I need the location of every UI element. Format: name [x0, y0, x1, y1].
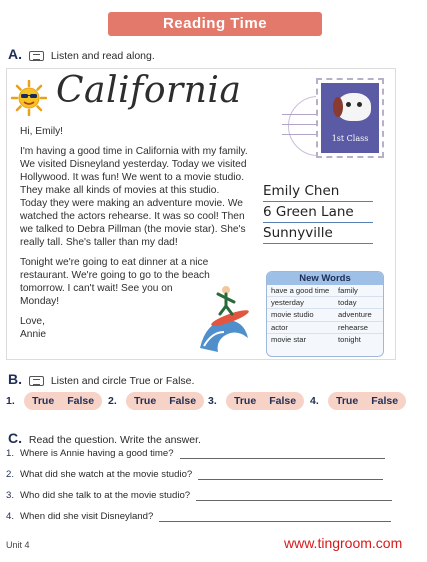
answer-line[interactable]	[196, 500, 392, 501]
answer-line[interactable]	[159, 521, 391, 522]
true-false-pill	[226, 392, 304, 410]
true-false-item	[208, 391, 304, 411]
surfer-illustration	[196, 282, 256, 354]
new-words-row	[267, 334, 383, 346]
stamp-image	[321, 83, 379, 153]
audio-icon[interactable]	[29, 376, 44, 386]
true-false-pill	[328, 392, 406, 410]
true-option[interactable]: True	[134, 395, 157, 407]
postcard-title: California	[56, 70, 242, 111]
question-row	[6, 511, 391, 522]
new-word: family	[338, 286, 358, 295]
section-instruction: Listen and circle True or False.	[50, 375, 195, 387]
letter-signature: Annie	[20, 329, 47, 340]
question-text: What did she watch at the movie studio?	[20, 469, 193, 480]
audio-icon[interactable]	[29, 51, 44, 61]
question-text: When did she visit Disneyland?	[20, 511, 154, 522]
letter-greeting: Hi, Emily!	[20, 126, 64, 137]
banner	[0, 0, 427, 32]
banner-title: Reading Time	[108, 12, 322, 36]
false-option[interactable]: False	[269, 395, 297, 407]
dog-ear	[333, 97, 343, 117]
new-words-title: New Words	[267, 272, 383, 285]
watermark: www.tingroom.com	[284, 535, 403, 551]
true-false-pill	[24, 392, 102, 410]
true-false-pill	[126, 392, 204, 410]
true-false-item	[6, 391, 102, 411]
new-word: today	[338, 298, 357, 308]
unit-label: Unit 4	[6, 540, 30, 550]
section-letter: B.	[8, 371, 22, 387]
item-number: 1.	[6, 395, 15, 407]
true-false-item	[310, 391, 406, 411]
question-text: Where is Annie having a good time?	[20, 448, 174, 459]
new-words-row	[267, 285, 383, 297]
question-row	[6, 490, 392, 501]
stamp	[316, 78, 384, 158]
new-words-box	[266, 271, 384, 357]
true-false-item	[108, 391, 204, 411]
answer-line[interactable]	[198, 479, 383, 480]
false-option[interactable]: False	[67, 395, 95, 407]
new-word: rehearse	[338, 322, 368, 332]
question-number: 1.	[6, 448, 15, 459]
true-option[interactable]: True	[336, 395, 359, 407]
section-a-heading	[8, 46, 155, 62]
question-number: 3.	[6, 490, 15, 501]
question-text: Who did she talk to at the movie studio?	[20, 490, 191, 501]
question-row	[6, 448, 385, 459]
address-line: Sunnyville	[263, 225, 373, 244]
new-word: movie studio	[271, 310, 314, 320]
new-words-row	[267, 297, 383, 309]
section-instruction: Read the question. Write the answer.	[28, 434, 201, 446]
section-b-heading	[8, 371, 194, 387]
section-letter: A.	[8, 46, 22, 62]
sun-icon	[11, 80, 47, 116]
address-line: Emily Chen	[263, 183, 373, 202]
new-word: movie star	[271, 334, 307, 344]
address-line: 6 Green Lane	[263, 204, 373, 223]
new-word: tonight	[338, 334, 361, 344]
new-words-row	[267, 322, 383, 334]
false-option[interactable]: False	[371, 395, 399, 407]
new-word: actor	[271, 322, 288, 332]
letter-closing-word: Love,	[20, 316, 45, 327]
answer-line[interactable]	[180, 458, 385, 459]
letter-paragraph: Tonight we're going to eat dinner at a nice restaurant. We're going to go to the beach tomorrow. I can't wait! See you on Monday!	[20, 257, 210, 307]
section-letter: C.	[8, 430, 22, 446]
item-number: 4.	[310, 395, 319, 407]
new-word: adventure	[338, 310, 372, 320]
true-option[interactable]: True	[234, 395, 257, 407]
stamp-text: 1st Class	[331, 134, 369, 143]
question-number: 4.	[6, 511, 15, 522]
letter-paragraph: I'm having a good time in California with my family. We visited Disneyland yesterday. Today we visited Hollywood. It was fun! We went to a movie studio. They make all kinds of movies at this studio. Today they were making an adventure movie. We watched the actors rehearse. It was so cool! Then we talked to Debra Pillman (the movie star). She's really tall. She's taller than my dad!	[20, 146, 248, 248]
new-word: yesterday	[271, 298, 304, 308]
item-number: 3.	[208, 395, 217, 407]
item-number: 2.	[108, 395, 117, 407]
section-c-heading	[8, 430, 201, 446]
question-number: 2.	[6, 469, 15, 480]
question-row	[6, 469, 383, 480]
false-option[interactable]: False	[169, 395, 197, 407]
new-words-row	[267, 309, 383, 321]
section-instruction: Listen and read along.	[50, 50, 155, 62]
true-option[interactable]: True	[32, 395, 55, 407]
new-word: have a good time	[271, 286, 330, 295]
